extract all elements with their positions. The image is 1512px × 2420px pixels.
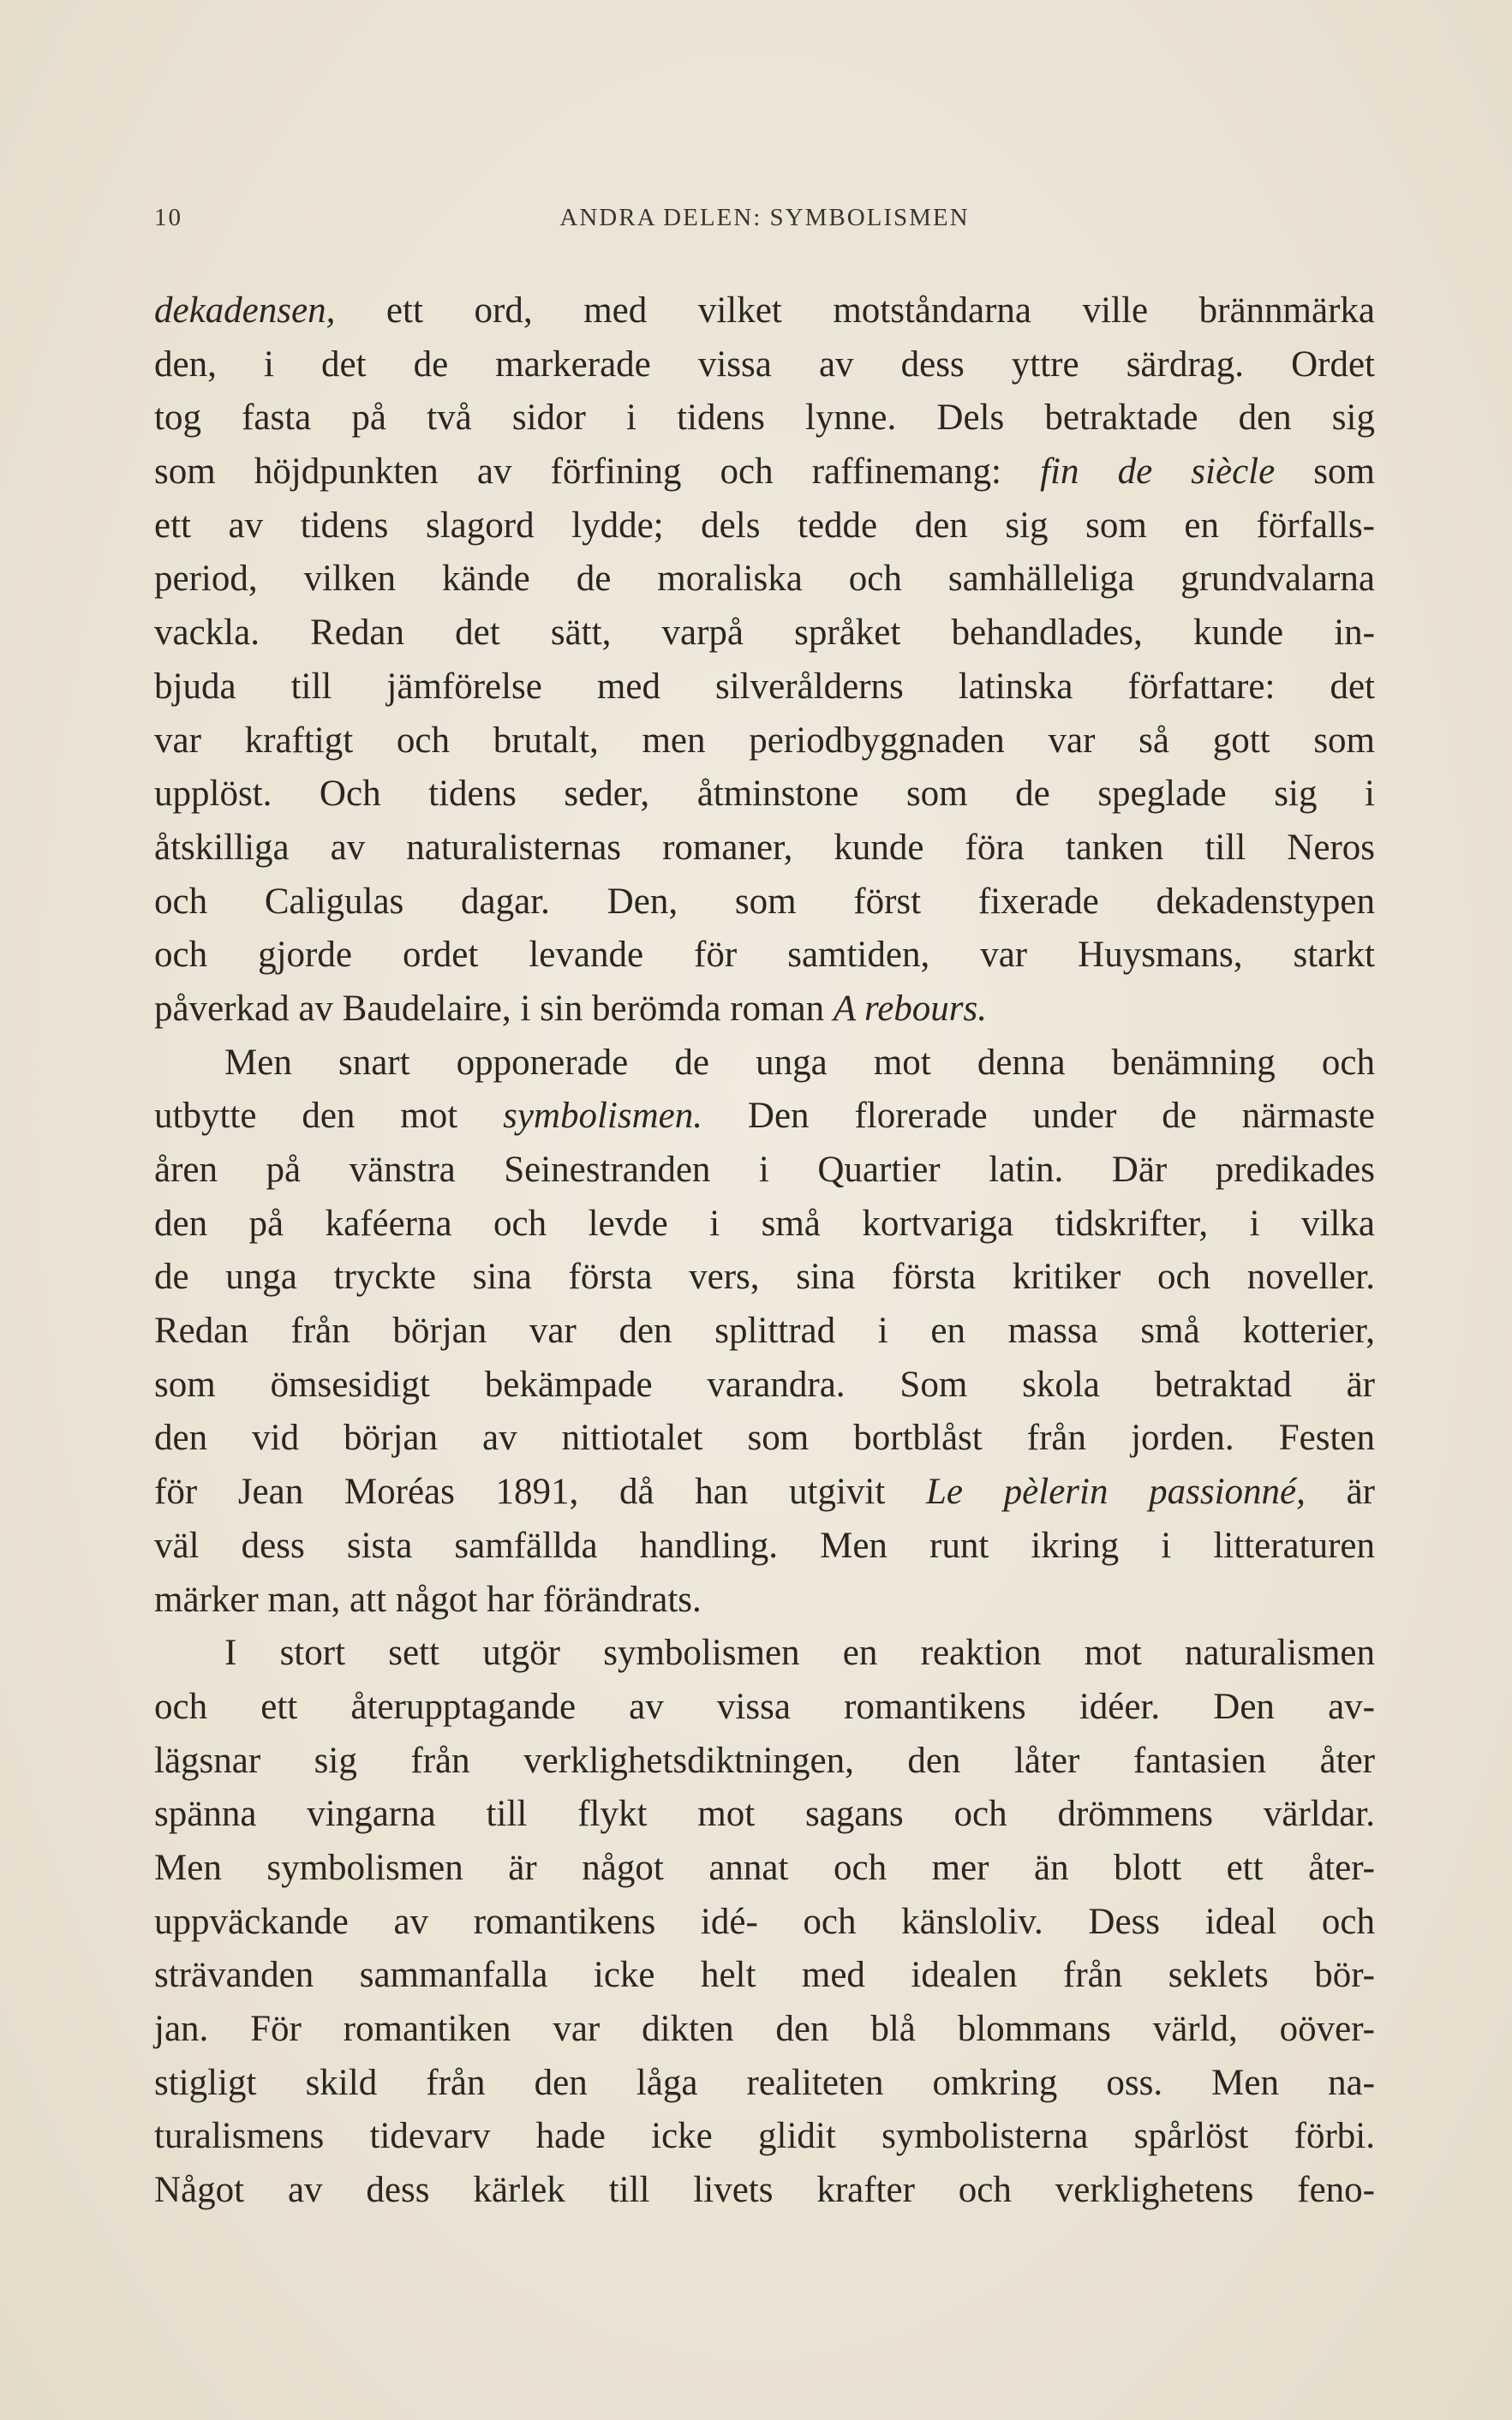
text-segment: I stort sett utgör symbolismen en reaktion mot naturalismen [224,1633,1375,1674]
text-segment: och gjorde ordet levande för samtiden, var Huysmans, starkt [154,935,1375,976]
text-line [154,499,1375,553]
text-segment: märker man, att något har förändrats. [154,1579,702,1620]
text-segment: som ömsesidigt bekämpade varandra. Som skola betraktad är [154,1364,1375,1405]
body-text [154,284,1375,2218]
text-line [154,1627,1375,1681]
text-line [154,1412,1375,1466]
text-line [154,1842,1375,1896]
text-line [154,1144,1375,1198]
text-line [154,1735,1375,1789]
text-segment: spänna vingarna till flykt mot sagans och drömmens världar. [154,1794,1375,1835]
text-line [154,553,1375,606]
text-segment: vackla. Redan det sätt, varpå språket behandlades, kunde in- [154,612,1375,654]
page-number: 10 [154,204,182,231]
text-line [154,1037,1375,1090]
text-line [154,338,1375,392]
text-segment: är [1305,1472,1375,1513]
text-segment: strävanden sammanfalla icke helt med idealen från seklets bör- [154,1955,1375,1996]
text-segment: upplöst. Och tidens seder, åtminstone som de speglade sig i [154,774,1375,815]
italic-phrase: fin de siècle [1040,451,1276,493]
italic-phrase: symbolismen. [503,1096,702,1137]
text-line [154,445,1375,499]
text-line [154,822,1375,875]
text-segment: lägsnar sig från verklighetsdiktningen, den låter fantasien åter [154,1740,1375,1781]
text-segment: Den florerade under de närmaste [702,1096,1375,1137]
text-line [154,1305,1375,1359]
text-line [154,1949,1375,2003]
text-line [154,284,1375,338]
text-line [154,1896,1375,1950]
text-segment: de unga tryckte sina första vers, sina första kritiker och noveller. [154,1257,1375,1298]
text-segment: påverkad av Baudelaire, i sin berömda roman [154,988,834,1029]
section-title: ANDRA DELEN: SYMBOLISMEN [559,204,970,231]
text-line [154,1681,1375,1735]
text-line [154,1090,1375,1144]
text-segment: som [1275,451,1375,493]
text-line [154,2003,1375,2057]
text-segment: Men snart opponerade de unga mot denna benämning och [224,1042,1375,1083]
running-head [154,204,1375,238]
text-line [154,983,1375,1037]
text-line [154,1359,1375,1413]
text-segment: väl dess sista samfällda handling. Men runt ikring i litteraturen [154,1525,1375,1566]
text-segment: tog fasta på två sidor i tidens lynne. Dels betraktade den sig [154,397,1375,439]
text-line [154,660,1375,714]
text-line [154,1520,1375,1574]
text-line [154,1466,1375,1520]
text-segment: den vid början av nittiotalet som bortblåst från jorden. Festen [154,1418,1375,1459]
text-line [154,768,1375,822]
text-segment: för Jean Moréas 1891, då han utgivit [154,1472,926,1513]
text-segment: åtskilliga av naturalisternas romaner, kunde föra tanken till Neros [154,827,1375,868]
text-segment: Något av dess kärlek till livets krafter och verklighetens feno- [154,2170,1375,2211]
text-segment: Men symbolismen är något annat och mer än blott ett åter- [154,1847,1375,1888]
text-line [154,1198,1375,1252]
text-segment: stigligt skild från den låga realiteten omkring oss. Men na- [154,2062,1375,2103]
text-segment: den på kaféerna och levde i små kortvariga tidskrifter, i vilka [154,1203,1375,1244]
text-line [154,929,1375,983]
text-segment: åren på vänstra Seinestranden i Quartier latin. Där predikades [154,1150,1375,1190]
text-line [154,2110,1375,2164]
text-line [154,2057,1375,2111]
italic-phrase: A rebours. [833,988,987,1029]
text-segment: ett ord, med vilket motståndarna ville brännmärka [335,290,1375,331]
italic-phrase: dekadensen, [154,290,336,331]
text-line [154,1251,1375,1305]
text-line [154,391,1375,445]
text-line [154,1788,1375,1842]
text-segment: var kraftigt och brutalt, men periodbyggnaden var så gott som [154,720,1375,761]
text-segment: bjuda till jämförelse med silverålderns latinska författare: det [154,666,1375,707]
text-segment: och Caligulas dagar. Den, som först fixerade dekadenstypen [154,881,1375,922]
text-line [154,875,1375,929]
text-segment: som höjdpunkten av förfining och raffinemang: [154,451,1041,493]
text-line [154,606,1375,660]
text-segment: Redan från början var den splittrad i en massa små kotterier, [154,1311,1375,1352]
text-segment: utbytte den mot [154,1096,504,1137]
text-segment: den, i det de markerade vissa av dess yttre särdrag. Ordet [154,344,1375,385]
text-segment: jan. För romantiken var dikten den blå blommans värld, oöver- [154,2009,1375,2049]
text-line [154,1574,1375,1628]
italic-phrase: Le pèlerin passionné, [925,1472,1306,1513]
text-line [154,2164,1375,2218]
text-segment: uppväckande av romantikens idé- och känsloliv. Dess ideal och [154,1901,1375,1942]
text-segment: turalismens tidevarv hade icke glidit symbolisterna spårlöst förbi. [154,2116,1375,2157]
text-segment: ett av tidens slagord lydde; dels tedde den sig som en förfalls- [154,505,1375,546]
text-segment: och ett återupptagande av vissa romantikens idéer. Den av- [154,1686,1375,1727]
text-segment: period, vilken kände de moraliska och samhälleliga grundvalarna [154,559,1375,600]
text-line [154,714,1375,768]
